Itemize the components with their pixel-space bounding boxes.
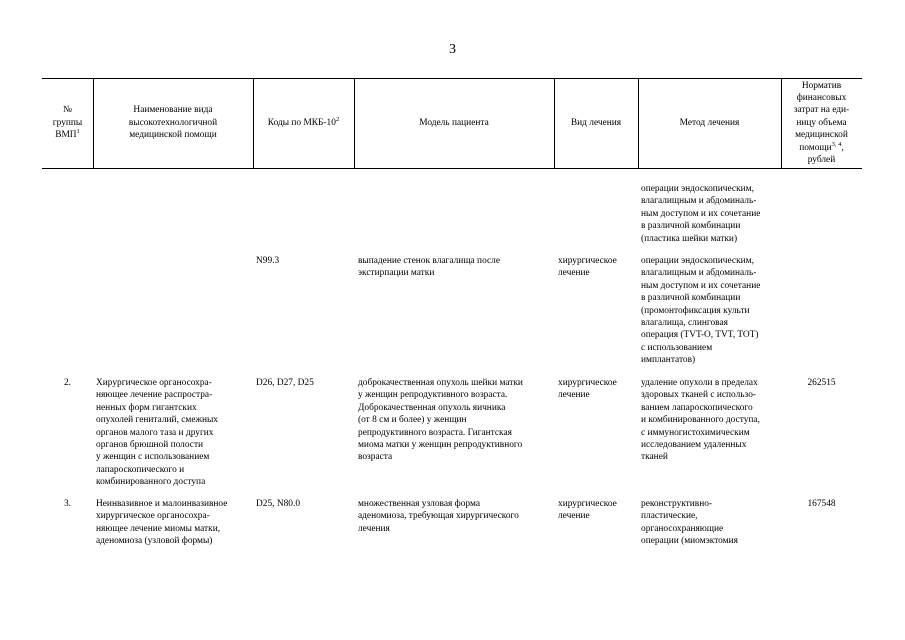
table-cell-method: операции эндоскопическим, влагалищным и абдоминаль- ным доступом и их сочетание в различной комбинации (пластика шейки матки) — [641, 184, 761, 244]
table-cell-method: операции эндоскопическим, влагалищным и абдоминаль- ным доступом и их сочетание в различной комбинации (промонтофиксация культи влагалища, слинговая операция (TVT-O, TVT, TOT) с использованием имплантатов) — [641, 256, 761, 366]
table-cell-codes: D26, D27, D25 — [256, 378, 314, 388]
table-cell-cost: 262515 — [807, 378, 836, 388]
header-bottom-rule — [42, 168, 862, 169]
header-treatment-method: Метод лечения — [679, 117, 740, 128]
table-cell-treatment: хирургическое лечение — [558, 499, 617, 522]
table-cell-method: реконструктивно- пластические, органосохраняющие операции (миомэктомия — [641, 499, 738, 547]
table-cell-codes: N99.3 — [256, 256, 280, 266]
table-cell-codes: D25, N80.0 — [256, 499, 301, 509]
header-treatment-type: Вид лечения — [570, 117, 622, 128]
header-cost-standard: Норматив финансовых затрат на еди- ницу объема медицинской помощи$^{3, 4}$, рублей — [793, 80, 850, 166]
table-cell-model: доброкачественная опухоль шейки матки у женщин репродуктивного возраста. Доброкачественная опухоль яичника (от 8 см и более) у женщин репродуктивного возраста. Гигантская миома матки у женщин репродуктивного возраста — [358, 378, 523, 463]
header-patient-model: Модель пациента — [419, 117, 489, 128]
table-cell-name: Неинвазивное и малоинвазивное хирургическое органосохра- няющее лечение миомы матки, аденомиоза (узловой формы) — [96, 499, 228, 547]
table-cell-model: множественная узловая форма аденомиоза, требующая хирургического лечения — [358, 499, 519, 534]
header-care-type: Наименование вида высокотехнологичной медицинской помощи — [128, 105, 218, 141]
table-cell-cost: 167548 — [807, 499, 836, 509]
table-cell-model: выпадение стенок влагалища после экстирпации матки — [358, 256, 500, 279]
header-group-number: № группы ВМП$^1$ — [52, 105, 83, 141]
header-icd-codes: Коды по МКБ-$10^2$ — [267, 115, 340, 128]
table-cell-method: удаление опухоли в пределах здоровых тканей с использо- ванием лапароскопического и комбинированного доступа, с иммуногистохимическим исследованием удаленных тканей — [641, 378, 760, 463]
page-number: 3 — [449, 42, 456, 57]
table-cell-name: Хирургическое органосохра- няющее лечение распростра- ненных форм гигантских опухолей гениталий, смежных органов малого таза и других органов брюшной полости у женщин с использованием лапароскопического и комбинированного доступа — [96, 378, 218, 488]
table-cell-group: 3. — [63, 499, 72, 509]
table-cell-group: 2. — [63, 378, 72, 388]
table-cell-treatment: хирургическое лечение — [558, 378, 617, 401]
table-cell-treatment: хирургическое лечение — [558, 256, 617, 279]
